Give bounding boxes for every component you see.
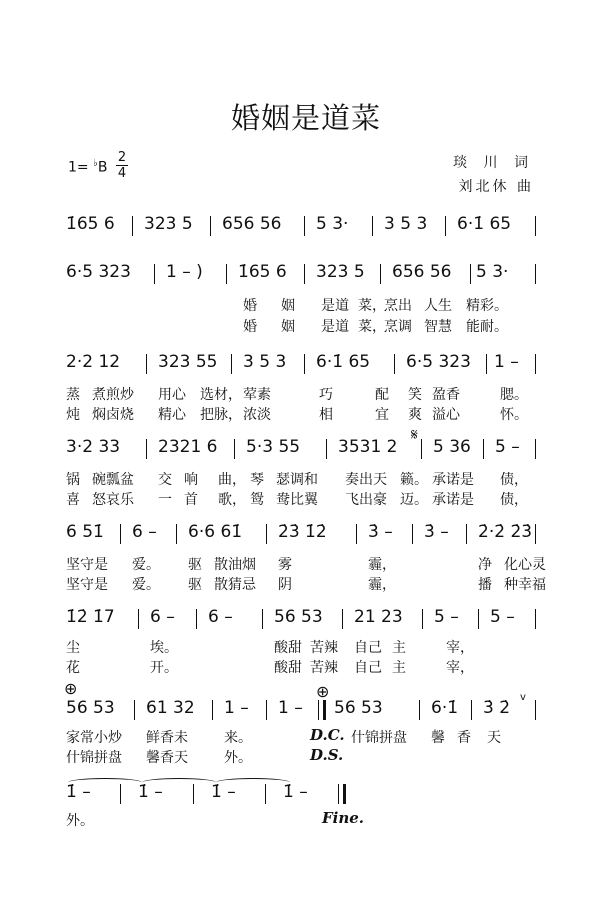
lyric: 主: [392, 660, 406, 676]
lyric: 宰，: [446, 660, 474, 676]
lyric: 债，: [500, 472, 528, 488]
lyric: 是道: [321, 298, 349, 314]
measure: 1̇ –: [66, 782, 91, 802]
measure: 1̇65 6: [66, 214, 115, 234]
measure: 6·5 323: [406, 352, 471, 372]
measure: 5 3·: [316, 214, 349, 234]
time-bottom: 4: [117, 166, 127, 181]
lyric: 焖卤烧: [92, 407, 134, 423]
lyric: 锅: [66, 472, 80, 488]
double-barline: [318, 700, 326, 720]
barline: [478, 609, 479, 629]
lyric: 配: [375, 387, 389, 403]
lyric: 债，: [500, 492, 528, 508]
lyric: 琴: [250, 472, 264, 488]
lyric: 人生: [424, 298, 452, 314]
measure: 3̇ –: [368, 522, 393, 542]
barline: [266, 700, 267, 720]
barline: [212, 700, 213, 720]
lyric: 散猜忌: [214, 577, 256, 593]
lyric: 自己: [354, 660, 382, 676]
barline: [535, 700, 536, 720]
barline: [535, 354, 536, 374]
ds-mark: D.S.: [310, 746, 344, 764]
lyric: 智慧: [424, 319, 452, 335]
measure: 21 23: [354, 607, 403, 627]
barline: [210, 216, 211, 236]
lyric: 首: [184, 492, 198, 508]
barline: [535, 439, 536, 459]
lyric: 酸甜: [274, 640, 302, 656]
barline: [342, 609, 343, 629]
measure: 1̇65 6: [238, 262, 287, 282]
lyric: 烹调: [384, 319, 412, 335]
barline: [146, 354, 147, 374]
barline: [234, 439, 235, 459]
tie-arc: [68, 778, 142, 787]
key-note: B: [97, 159, 108, 176]
measure: 3̇ –: [424, 522, 449, 542]
lyric: 鸳: [250, 492, 264, 508]
key-label: 1=: [68, 159, 89, 176]
barline: [535, 216, 536, 236]
measure: 3 5 3: [384, 214, 428, 234]
measure: 56 53: [66, 698, 115, 718]
measure: 5 –: [490, 607, 515, 627]
barline: [483, 439, 484, 459]
tie-arc: [142, 778, 216, 787]
barline: [266, 524, 267, 544]
measure: 3·2 33: [66, 437, 121, 457]
measure: 5 36: [433, 437, 471, 457]
lyric: 笑: [408, 387, 422, 403]
barline: [196, 609, 197, 629]
lyric: 浓淡: [243, 407, 271, 423]
barline: [304, 216, 305, 236]
measure: 2̇·2̇ 2̇3̇: [478, 522, 533, 542]
measure: 323 55: [158, 352, 218, 372]
measure: 56 53: [274, 607, 323, 627]
barline: [356, 524, 357, 544]
composer-credit: 刘北休 曲: [458, 179, 534, 195]
segno-icon: 𝄋: [411, 425, 418, 444]
lyric: 坚守是: [66, 557, 108, 573]
lyric: 家常小炒: [66, 730, 122, 746]
lyric: 外。: [66, 813, 94, 829]
lyric: 响: [184, 472, 198, 488]
barline: [226, 264, 227, 284]
lyric: 来。: [224, 730, 252, 746]
final-double-barline: [338, 784, 346, 804]
measure: 656 56: [392, 262, 452, 282]
lyric: 溢心: [432, 407, 460, 423]
lyric: 鲜香未: [146, 730, 188, 746]
barline: [193, 784, 194, 804]
barline: [176, 524, 177, 544]
lyric: 菜，: [358, 298, 386, 314]
lyric: 苦辣: [310, 660, 338, 676]
lyric: 烹出: [384, 298, 412, 314]
barline: [120, 524, 121, 544]
fine-mark: Fine.: [322, 809, 365, 827]
lyric: 蒸: [66, 387, 80, 403]
lyric: 霾，: [368, 577, 396, 593]
measure: 6·1̇ 65: [316, 352, 371, 372]
lyric: 碗瓢盆: [92, 472, 134, 488]
lyric: 怀。: [500, 407, 528, 423]
lyric: 酸甜: [274, 660, 302, 676]
lyric: 曲，: [218, 472, 246, 488]
measure: 5 –: [495, 437, 520, 457]
barline: [380, 264, 381, 284]
time-signature: [116, 151, 128, 180]
barline: [231, 354, 232, 374]
lyric: 馨: [431, 730, 445, 746]
barline: [138, 609, 139, 629]
barline: [326, 439, 327, 459]
lyric: 爽: [408, 407, 422, 423]
lyric: 尘: [66, 640, 80, 656]
lyric: 歌，: [218, 492, 246, 508]
lyric: 宜: [375, 407, 389, 423]
lyric: 选材，: [200, 387, 242, 403]
measure: 6·1̇: [431, 698, 459, 718]
lyric: 精彩。: [466, 298, 508, 314]
lyric: 种幸福: [504, 577, 546, 593]
barline: [372, 216, 373, 236]
lyric: 净: [478, 557, 492, 573]
lyric: 播: [478, 577, 492, 593]
lyric: 外。: [224, 750, 252, 766]
lyric: 交: [158, 472, 172, 488]
measure: 1 –: [224, 698, 249, 718]
measure: 6 –: [132, 522, 157, 542]
lyric: 霾，: [368, 557, 396, 573]
measure: 6·5 323: [66, 262, 131, 282]
lyric: 花: [66, 660, 80, 676]
lyric: 用心: [158, 387, 186, 403]
barline: [422, 609, 423, 629]
measure: 61 32: [146, 698, 195, 718]
measure: 6·1̇ 65: [457, 214, 512, 234]
song-title: 婚姻是道菜: [230, 101, 381, 135]
barline: [466, 524, 467, 544]
lyric: 煮煎炒: [92, 387, 134, 403]
barline: [394, 354, 395, 374]
lyric: 什锦拼盘: [66, 750, 122, 766]
lyric: 主: [392, 640, 406, 656]
measure: 2̇3̇ 1̇2̇: [278, 522, 327, 542]
lyric: 天: [487, 730, 501, 746]
measure: 2321 6: [158, 437, 218, 457]
lyric: 鸯比翼: [276, 492, 318, 508]
barline: [120, 784, 121, 804]
lyric: 姻: [281, 319, 295, 335]
lyric: 承诺是: [432, 492, 474, 508]
barline: [262, 609, 263, 629]
measure: 1 –: [494, 352, 519, 372]
lyric: 把脉，: [200, 407, 242, 423]
lyricist-credit: 琰 川 词: [453, 155, 534, 171]
measure: 1̇ –: [138, 782, 163, 802]
measure: 3531 2: [338, 437, 398, 457]
barline: [470, 264, 471, 284]
lyric: 能耐。: [466, 319, 508, 335]
measure: 1 –: [278, 698, 303, 718]
lyric: 籁。: [400, 472, 428, 488]
measure: 6·6 61̇: [188, 522, 243, 542]
measure: 1 – ): [166, 262, 203, 282]
measure: 56 53: [334, 698, 383, 718]
lyric: 雾: [278, 557, 292, 573]
measure: 5 –: [434, 607, 459, 627]
lyric: 宰，: [446, 640, 474, 656]
measure: 5·3 55: [246, 437, 301, 457]
lyric: 开。: [150, 660, 178, 676]
lyric: 盈香: [432, 387, 460, 403]
dc-mark: D.C.: [310, 726, 345, 744]
barline: [419, 700, 420, 720]
lyric: 姻: [281, 298, 295, 314]
lyric: 什锦拼盘: [351, 730, 407, 746]
measure: 3 5 3: [243, 352, 287, 372]
measure: 2·2 12: [66, 352, 121, 372]
key-signature: [68, 158, 107, 176]
lyric: 飞出豪: [345, 492, 387, 508]
lyric: 散油烟: [214, 557, 256, 573]
barline: [134, 700, 135, 720]
lyric: 是道: [321, 319, 349, 335]
lyric: 一: [158, 492, 172, 508]
lyric: 婚: [243, 319, 257, 335]
lyric: 炖: [66, 407, 80, 423]
breath-mark: v: [520, 692, 526, 703]
barline: [146, 439, 147, 459]
lyric: 苦辣: [310, 640, 338, 656]
barline: [445, 216, 446, 236]
lyric: 怒哀乐: [92, 492, 134, 508]
barline: [132, 216, 133, 236]
lyric: 荤素: [243, 387, 271, 403]
barline: [471, 700, 472, 720]
barline: [412, 524, 413, 544]
flat-icon: ♭: [93, 158, 98, 169]
measure: 1̇2̇ 1̇7: [66, 607, 115, 627]
barline: [486, 354, 487, 374]
measure: 323 5: [316, 262, 365, 282]
measure: 1̇ –: [283, 782, 308, 802]
lyric: 阴: [278, 577, 292, 593]
lyric: 菜，: [358, 319, 386, 335]
measure: 656 56: [222, 214, 282, 234]
lyric: 奏出天: [345, 472, 387, 488]
lyric: 自己: [354, 640, 382, 656]
measure: 6 51̇: [66, 522, 104, 542]
measure: 5 3·: [476, 262, 509, 282]
coda-icon: ⊕: [64, 679, 78, 698]
coda-icon: ⊕: [316, 682, 330, 701]
lyric: 婚: [243, 298, 257, 314]
lyric: 驱: [188, 557, 202, 573]
measure: 3̇ 2̇: [483, 698, 511, 718]
barline: [535, 524, 536, 544]
lyric: 驱: [188, 577, 202, 593]
lyric: 迈。: [400, 492, 428, 508]
barline: [421, 439, 422, 459]
barline: [304, 354, 305, 374]
lyric: 爱。: [132, 577, 160, 593]
barline: [304, 264, 305, 284]
measure: 323 5: [144, 214, 193, 234]
lyric: 化心灵: [504, 557, 546, 573]
lyric: 香: [457, 730, 471, 746]
barline: [265, 784, 266, 804]
barline: [535, 609, 536, 629]
lyric: 喜: [66, 492, 80, 508]
tie-arc: [216, 778, 290, 787]
measure: 1̇ –: [211, 782, 236, 802]
lyric: 馨香天: [146, 750, 188, 766]
lyric: 精心: [158, 407, 186, 423]
lyric: 瑟调和: [276, 472, 318, 488]
lyric: 爱。: [132, 557, 160, 573]
time-top: 2: [117, 150, 127, 165]
lyric: 腮。: [500, 387, 528, 403]
lyric: 承诺是: [432, 472, 474, 488]
measure: 6 –: [150, 607, 175, 627]
lyric: 坚守是: [66, 577, 108, 593]
barline: [535, 264, 536, 284]
lyric: 埃。: [150, 640, 178, 656]
lyric: 巧: [319, 387, 333, 403]
measure: 6 –: [208, 607, 233, 627]
lyric: 相: [319, 407, 333, 423]
barline: [154, 264, 155, 284]
